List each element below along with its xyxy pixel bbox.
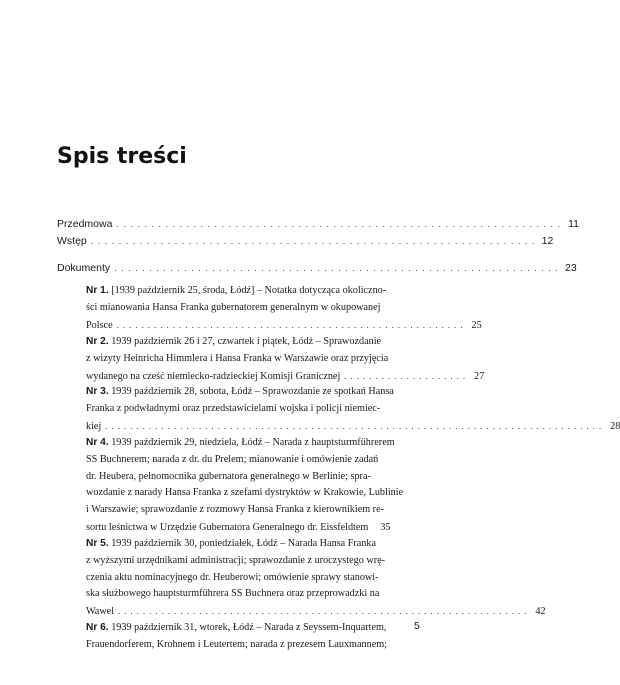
doc-line: z wizyty Heinricha Himmlera i Hansa Franka w Warszawie oraz przyjęcia [86, 352, 389, 364]
doc-entry-2[interactable] [86, 334, 485, 385]
toc-entry-page: 12 [541, 235, 554, 247]
toc-entry-page: 11 [568, 218, 580, 230]
doc-line: z wyższymi urzędnikami administracji; sprawozdanie z uroczystego wrę- [86, 554, 386, 566]
doc-line: 1939 październik 26 i 27, czwartek i piątek, Łódź – Sprawozdanie [111, 336, 382, 347]
doc-line: [1939 październik 25, środa, Łódź] – Notatka dotycząca okoliczno- [111, 285, 387, 296]
doc-entry-1[interactable] [86, 283, 482, 334]
doc-entry-6[interactable] [86, 620, 387, 654]
doc-number: Nr 5. [86, 538, 109, 549]
leader-dots: . . . . . . . . . . . . . . . . . . . . . . . . . . . . . . . . . . . . . . . . . . . . . . . . . . . . . . . . . . . . . . . . [114, 263, 559, 273]
doc-line: czenia aktu nominacyjnego dr. Heuberowi; omówienie sprawy stanowi- [86, 571, 379, 583]
leader-dots: . . . . . . . . . . . . . . . . . . . . . . . . . . . . . . . . . . . . . . . . . . . . . . . . . . . . . . . . . . . . . . . . [116, 219, 562, 229]
doc-page: 35 [380, 521, 391, 533]
toc-entry-label: Wstęp [57, 235, 87, 247]
doc-number: Nr 3. [86, 386, 109, 397]
doc-line: Wawel [86, 606, 115, 618]
doc-line: wydanego na cześć niemiecko-radzieckiej Komisji Granicznej [86, 370, 341, 382]
doc-line: 1939 październik 30, poniedziałek, Łódź – Narada Hansa Franka [111, 538, 376, 549]
toc-entry-przedmowa[interactable] [57, 218, 580, 230]
doc-line: dr. Heubera, pełnomocnika gubernatora generalnego w Berlinie; spra- [86, 470, 371, 482]
doc-page: 25 [471, 319, 482, 331]
doc-number: Nr 4. [86, 437, 109, 448]
doc-line: wozdanie z narady Hansa Franka z szefami dystryktów w Krakowie, Lublinie [86, 487, 404, 499]
toc-entry-page: 23 [564, 262, 577, 274]
doc-entry-5[interactable] [86, 536, 546, 621]
leader-dots: . . . . . . . . . . . . . . . . . . . . . . . . . . . . . . . . . . . . . . . . . . . . . . . . . . . . . . . . . . . . . . . . . . [118, 606, 528, 617]
doc-line: 1939 październik 28, sobota, Łódź – Sprawozdanie ze spotkań Hansa [111, 386, 394, 397]
toc-entry-dokumenty[interactable] [57, 262, 577, 274]
doc-line: Franka z podwładnymi oraz przedstawicielami wojska i policji niemiec- [86, 402, 381, 414]
doc-number: Nr 1. [86, 285, 109, 296]
leader-dots: . . . . . . . . . . . . . . . . . . . . . . . . . . . . . . . . . . . . . . . . . . . . . . . . . . . . . . . . [116, 319, 464, 330]
doc-line: 1939 październik 29, niedziela, Łódź – Narada z hauptsturmführerem [111, 437, 395, 448]
page-number: 5 [414, 620, 420, 632]
doc-line: Frauendorferem, Krohnem i Leutertem; narada z prezesem Lauxmannem; [86, 638, 387, 650]
doc-number: Nr 6. [86, 622, 109, 633]
doc-page: 42 [535, 606, 546, 618]
doc-line: ści mianowania Hansa Franka gubernatorem generalnym w okupowanej [86, 301, 381, 313]
page-title: Spis treści [57, 144, 187, 169]
doc-line: SS Buchnerem; narada z dr. du Prelem; mianowanie i omówienie zadań [86, 453, 379, 465]
doc-page: 27 [474, 370, 485, 382]
toc-entry-label: Przedmowa [57, 218, 113, 230]
leader-dots: . . . . . . . . . . . . . . . . . . . . . . . . . . . . . . . . . . . . . . . . . . . . . . . . . . . . . . . . . . . . . . . . . . . . . . . . . . . . . . . . [105, 420, 603, 431]
leader-dots: . . . . . . . . . . . . . . . . . . . . [344, 370, 467, 381]
doc-line: kiej [86, 420, 102, 432]
doc-line: sortu leśnictwa w Urzędzie Gubernatora Generalnego dr. Eissfeldtem [86, 521, 369, 533]
leader-dots: . . . . . . . . . . . . . . . . . . . . . . . . . . . . . . . . . . . . . . . . . . . . . . . . . . . . . . . . . . . . . . . . [90, 236, 536, 246]
doc-line: 1939 październik 31, wtorek, Łódź – Narada z Seyssem-Inquartem, [111, 622, 387, 633]
doc-number: Nr 2. [86, 336, 109, 347]
doc-line: i Warszawie; sprawozdanie z rozmowy Hansa Franka z kierownikiem re- [86, 504, 384, 516]
doc-page: 28 [610, 420, 620, 432]
doc-line: Polsce [86, 319, 113, 331]
doc-entry-3[interactable] [86, 384, 620, 435]
toc-entry-wstep[interactable] [57, 235, 554, 247]
toc-entry-label: Dokumenty [57, 262, 111, 274]
doc-line: ska służbowego hauptsturmführera SS Buchnera oraz przeprowadzki na [86, 588, 380, 600]
doc-entry-4[interactable] [86, 435, 404, 537]
